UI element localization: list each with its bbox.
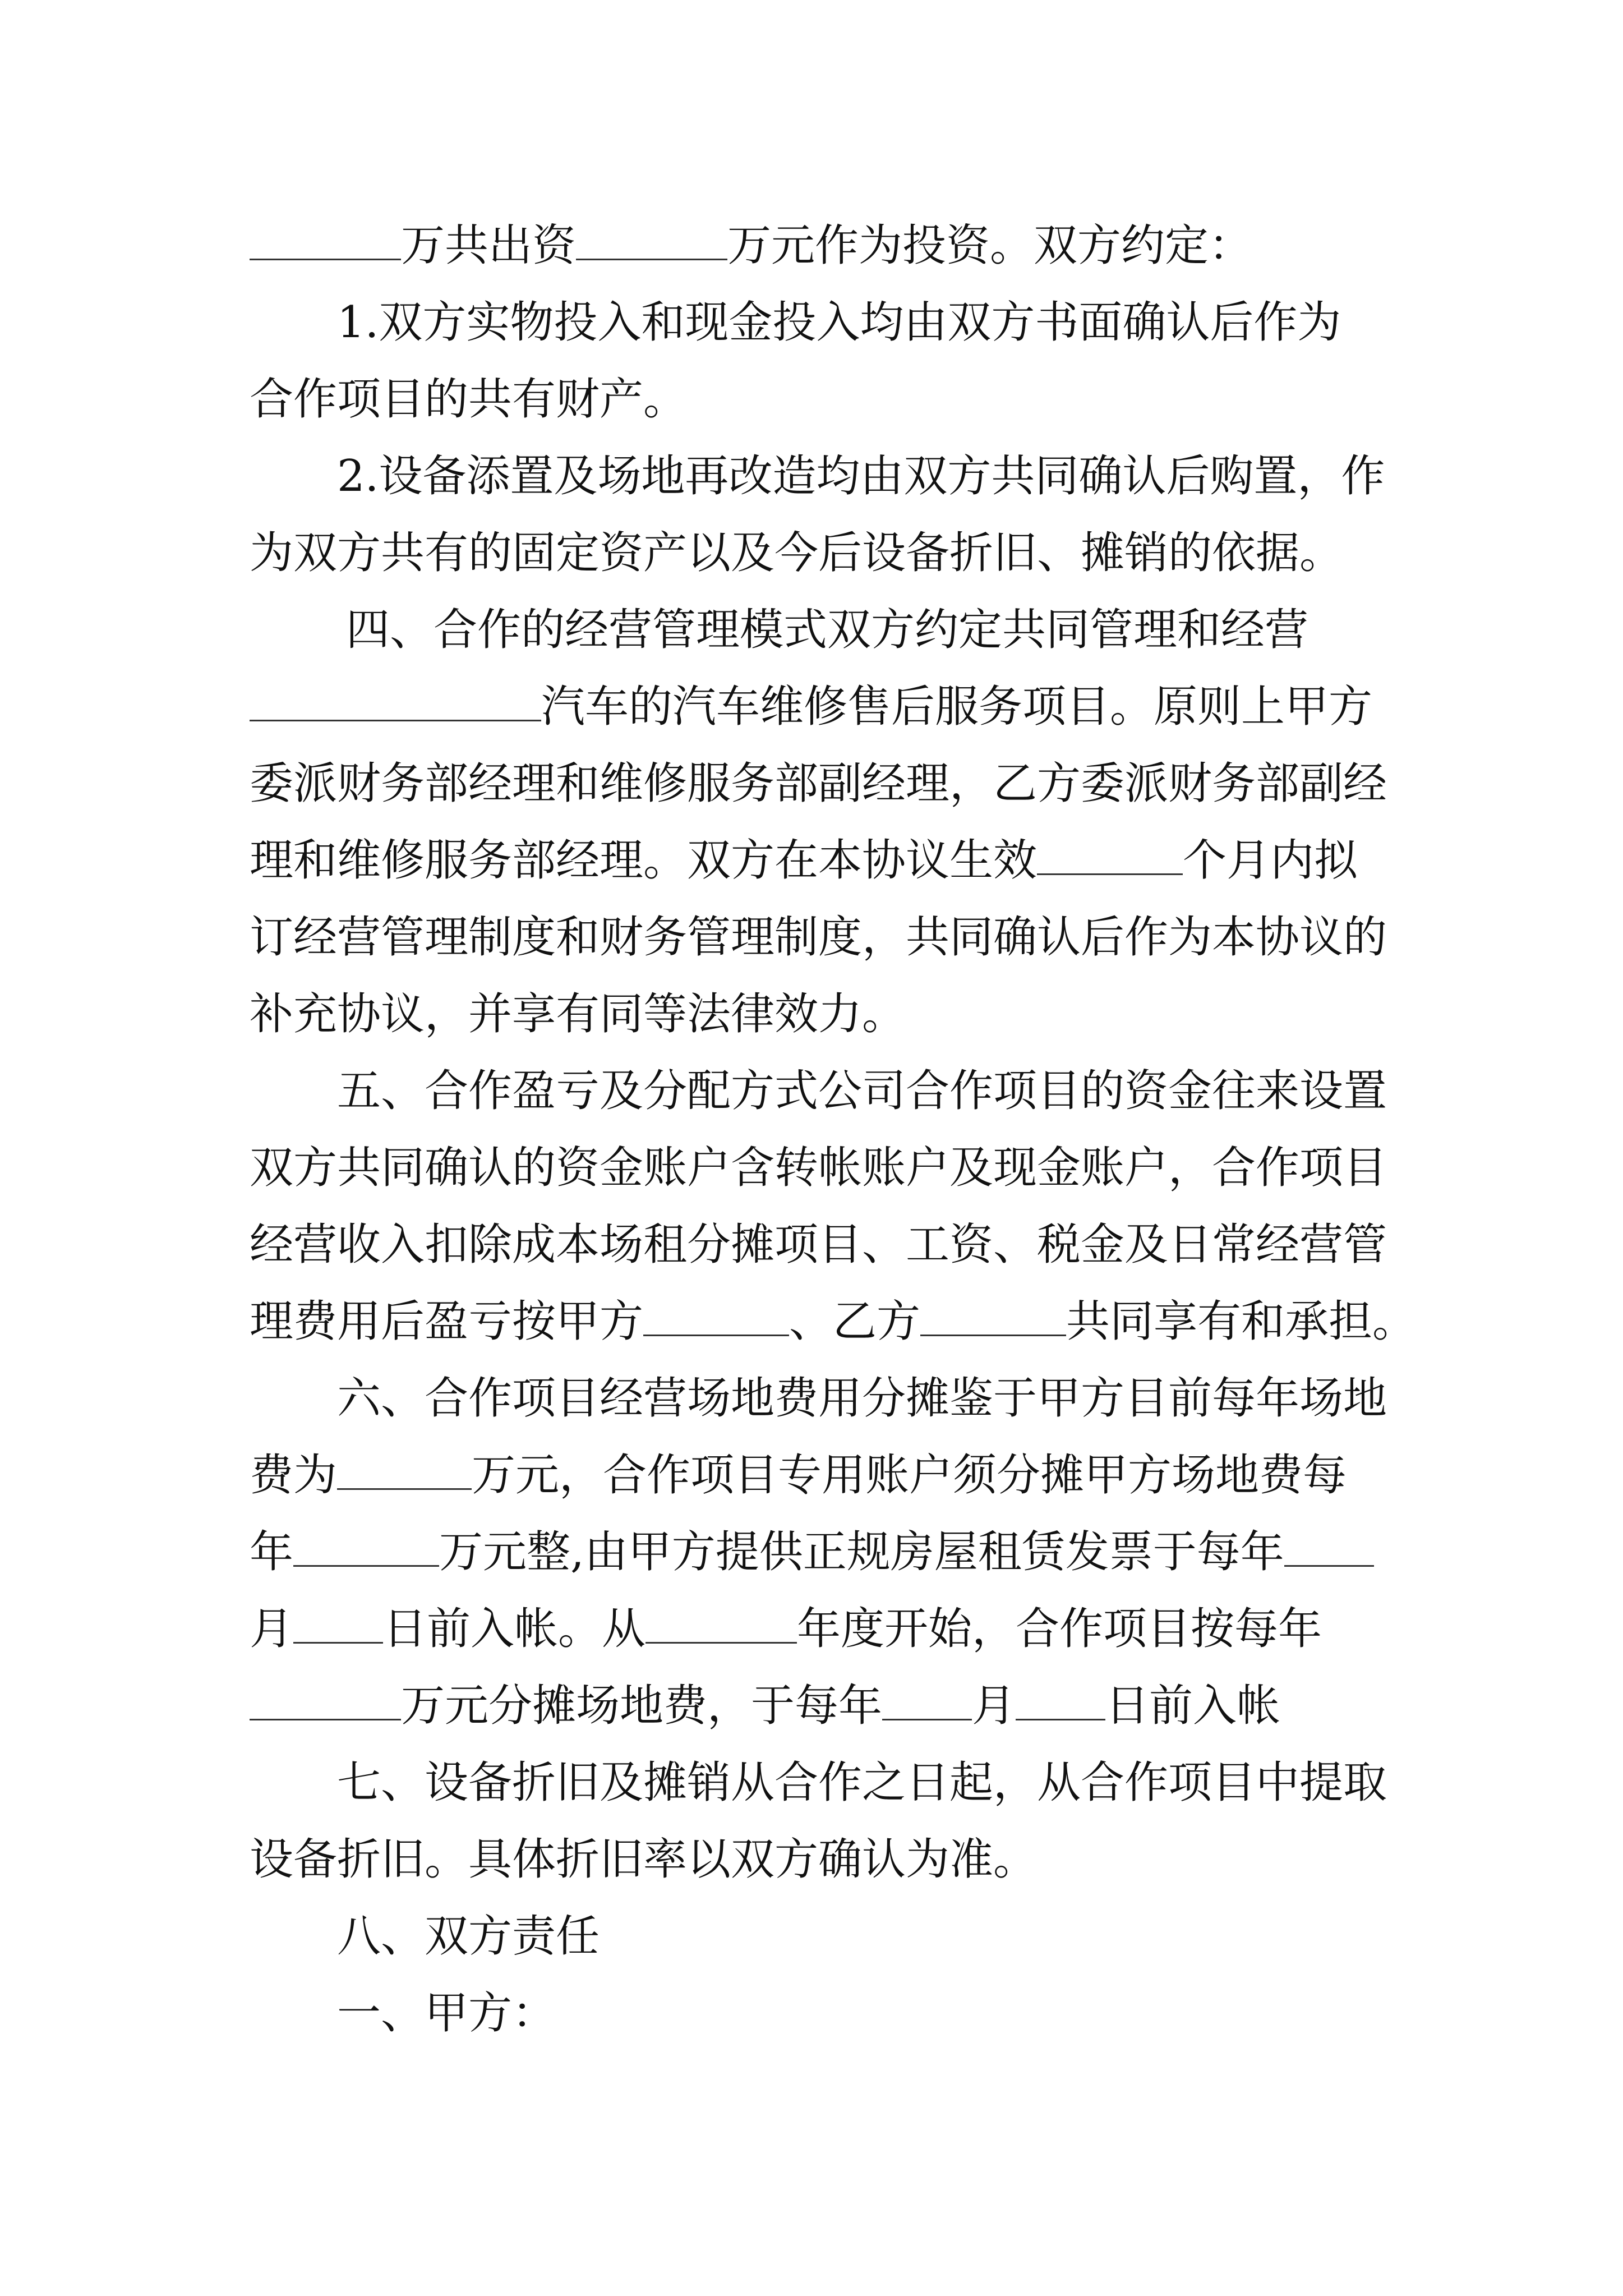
- text-line-5: [250, 515, 1394, 592]
- blank-field: [645, 1607, 797, 1644]
- text-line-1: [250, 208, 1394, 284]
- text-line-20: [250, 1668, 1394, 1745]
- section-4-heading: [250, 592, 1394, 669]
- blank-field: [337, 1453, 472, 1490]
- line-text: 八、双方责任: [337, 1911, 600, 1962]
- line-text: 年: [250, 1527, 294, 1577]
- line-text: 合作项目的共有财产。: [250, 374, 688, 425]
- text-line-11: [250, 976, 1394, 1053]
- blank-field: [293, 1607, 383, 1644]
- text-line-14: [250, 1207, 1394, 1283]
- line-text: 理费用后盈亏按甲方: [250, 1296, 644, 1347]
- blank-field: [920, 1300, 1066, 1336]
- section-7-heading: [250, 1745, 1394, 1821]
- line-text: 双方共同确认的资金账户含转帐账户及现金账户，合作项目: [250, 1143, 1387, 1193]
- text-line-22: [250, 1821, 1394, 1898]
- blank-field: [250, 1684, 401, 1720]
- text-line-9: [250, 822, 1394, 899]
- line-text: 设备折旧。具体折旧率以双方确认为准。: [250, 1834, 1038, 1885]
- line-text: 一、甲方：: [337, 1988, 556, 2039]
- party-a-heading: [250, 1975, 1394, 2052]
- line-text: 四、合作的经营管理模式双方约定共同管理和经营: [346, 605, 1309, 655]
- text-line-17: [250, 1437, 1394, 1514]
- line-text: 六、合作项目经营场地费用分摊鉴于甲方目前每年场地: [337, 1373, 1387, 1424]
- text-line-7: [250, 669, 1394, 746]
- text-line-3: [250, 361, 1394, 438]
- blank-field: [293, 1530, 439, 1567]
- line-text: 万元，合作项目专用账户须分摊甲方场地费每: [472, 1450, 1347, 1501]
- blank-field: [643, 1300, 789, 1336]
- text-line-19: [250, 1591, 1394, 1668]
- line-text: 月: [250, 1604, 294, 1654]
- line-text: 月: [972, 1681, 1016, 1731]
- line-text: 1.双方实物投入和现金投入均由双方书面确认后作为: [337, 297, 1341, 348]
- section-8-heading: [250, 1898, 1394, 1975]
- blank-field: [1037, 839, 1183, 875]
- line-text: 补充协议，并享有同等法律效力。: [250, 989, 906, 1039]
- line-text: 共同享有和承担。: [1066, 1296, 1417, 1347]
- line-text: 万元整,由甲方提供正规房屋租赁发票于每年: [439, 1527, 1284, 1577]
- line-text: 年度开始，合作项目按每年: [797, 1604, 1322, 1654]
- text-line-18: [250, 1514, 1394, 1591]
- line-text: 日前入帐: [1105, 1681, 1281, 1731]
- blank-field: [576, 224, 727, 260]
- line-text: 订经营管理制度和财务管理制度，共同确认后作为本协议的: [250, 912, 1387, 963]
- line-text: 万元作为投资。双方约定：: [727, 220, 1253, 271]
- blank-field: [882, 1684, 972, 1720]
- text-line-8: [250, 746, 1394, 822]
- line-text: 万共出资: [401, 220, 577, 271]
- line-text: 汽车的汽车维修售后服务项目。原则上甲方: [541, 682, 1373, 732]
- line-text: 2.设备添置及场地再改造均由双方共同确认后购置，作: [337, 451, 1385, 501]
- section-5-heading: [250, 1053, 1394, 1130]
- section-6-heading: [250, 1360, 1394, 1437]
- line-text: 为双方共有的固定资产以及今后设备折旧、摊销的依据。: [250, 528, 1344, 578]
- blank-field: [1284, 1530, 1374, 1567]
- clause-2: [250, 438, 1394, 515]
- blank-field: [1016, 1684, 1105, 1720]
- clause-1: [250, 284, 1394, 361]
- line-text: 费为: [250, 1450, 338, 1501]
- line-text: 委派财务部经理和维修服务部副经理，乙方委派财务部副经: [250, 758, 1387, 809]
- line-text: 经营收入扣除成本场租分摊项目、工资、税金及日常经营管: [250, 1220, 1387, 1270]
- text-line-10: [250, 899, 1394, 976]
- document-page: [250, 208, 1417, 2052]
- line-text: 个月内拟: [1183, 835, 1358, 886]
- text-line-13: [250, 1130, 1394, 1207]
- line-text: 、乙方: [789, 1296, 921, 1347]
- line-text: 五、合作盈亏及分配方式公司合作项目的资金往来设置: [337, 1066, 1387, 1116]
- line-text: 万元分摊场地费，于每年: [401, 1681, 883, 1731]
- line-text: 日前入帐。从: [383, 1604, 646, 1654]
- line-text: 理和维修服务部经理。双方在本协议生效: [250, 835, 1038, 886]
- blank-field: [250, 224, 401, 260]
- text-line-15: [250, 1283, 1417, 1360]
- blank-field: [250, 685, 541, 721]
- line-text: 七、设备折旧及摊销从合作之日起，从合作项目中提取: [337, 1757, 1387, 1808]
